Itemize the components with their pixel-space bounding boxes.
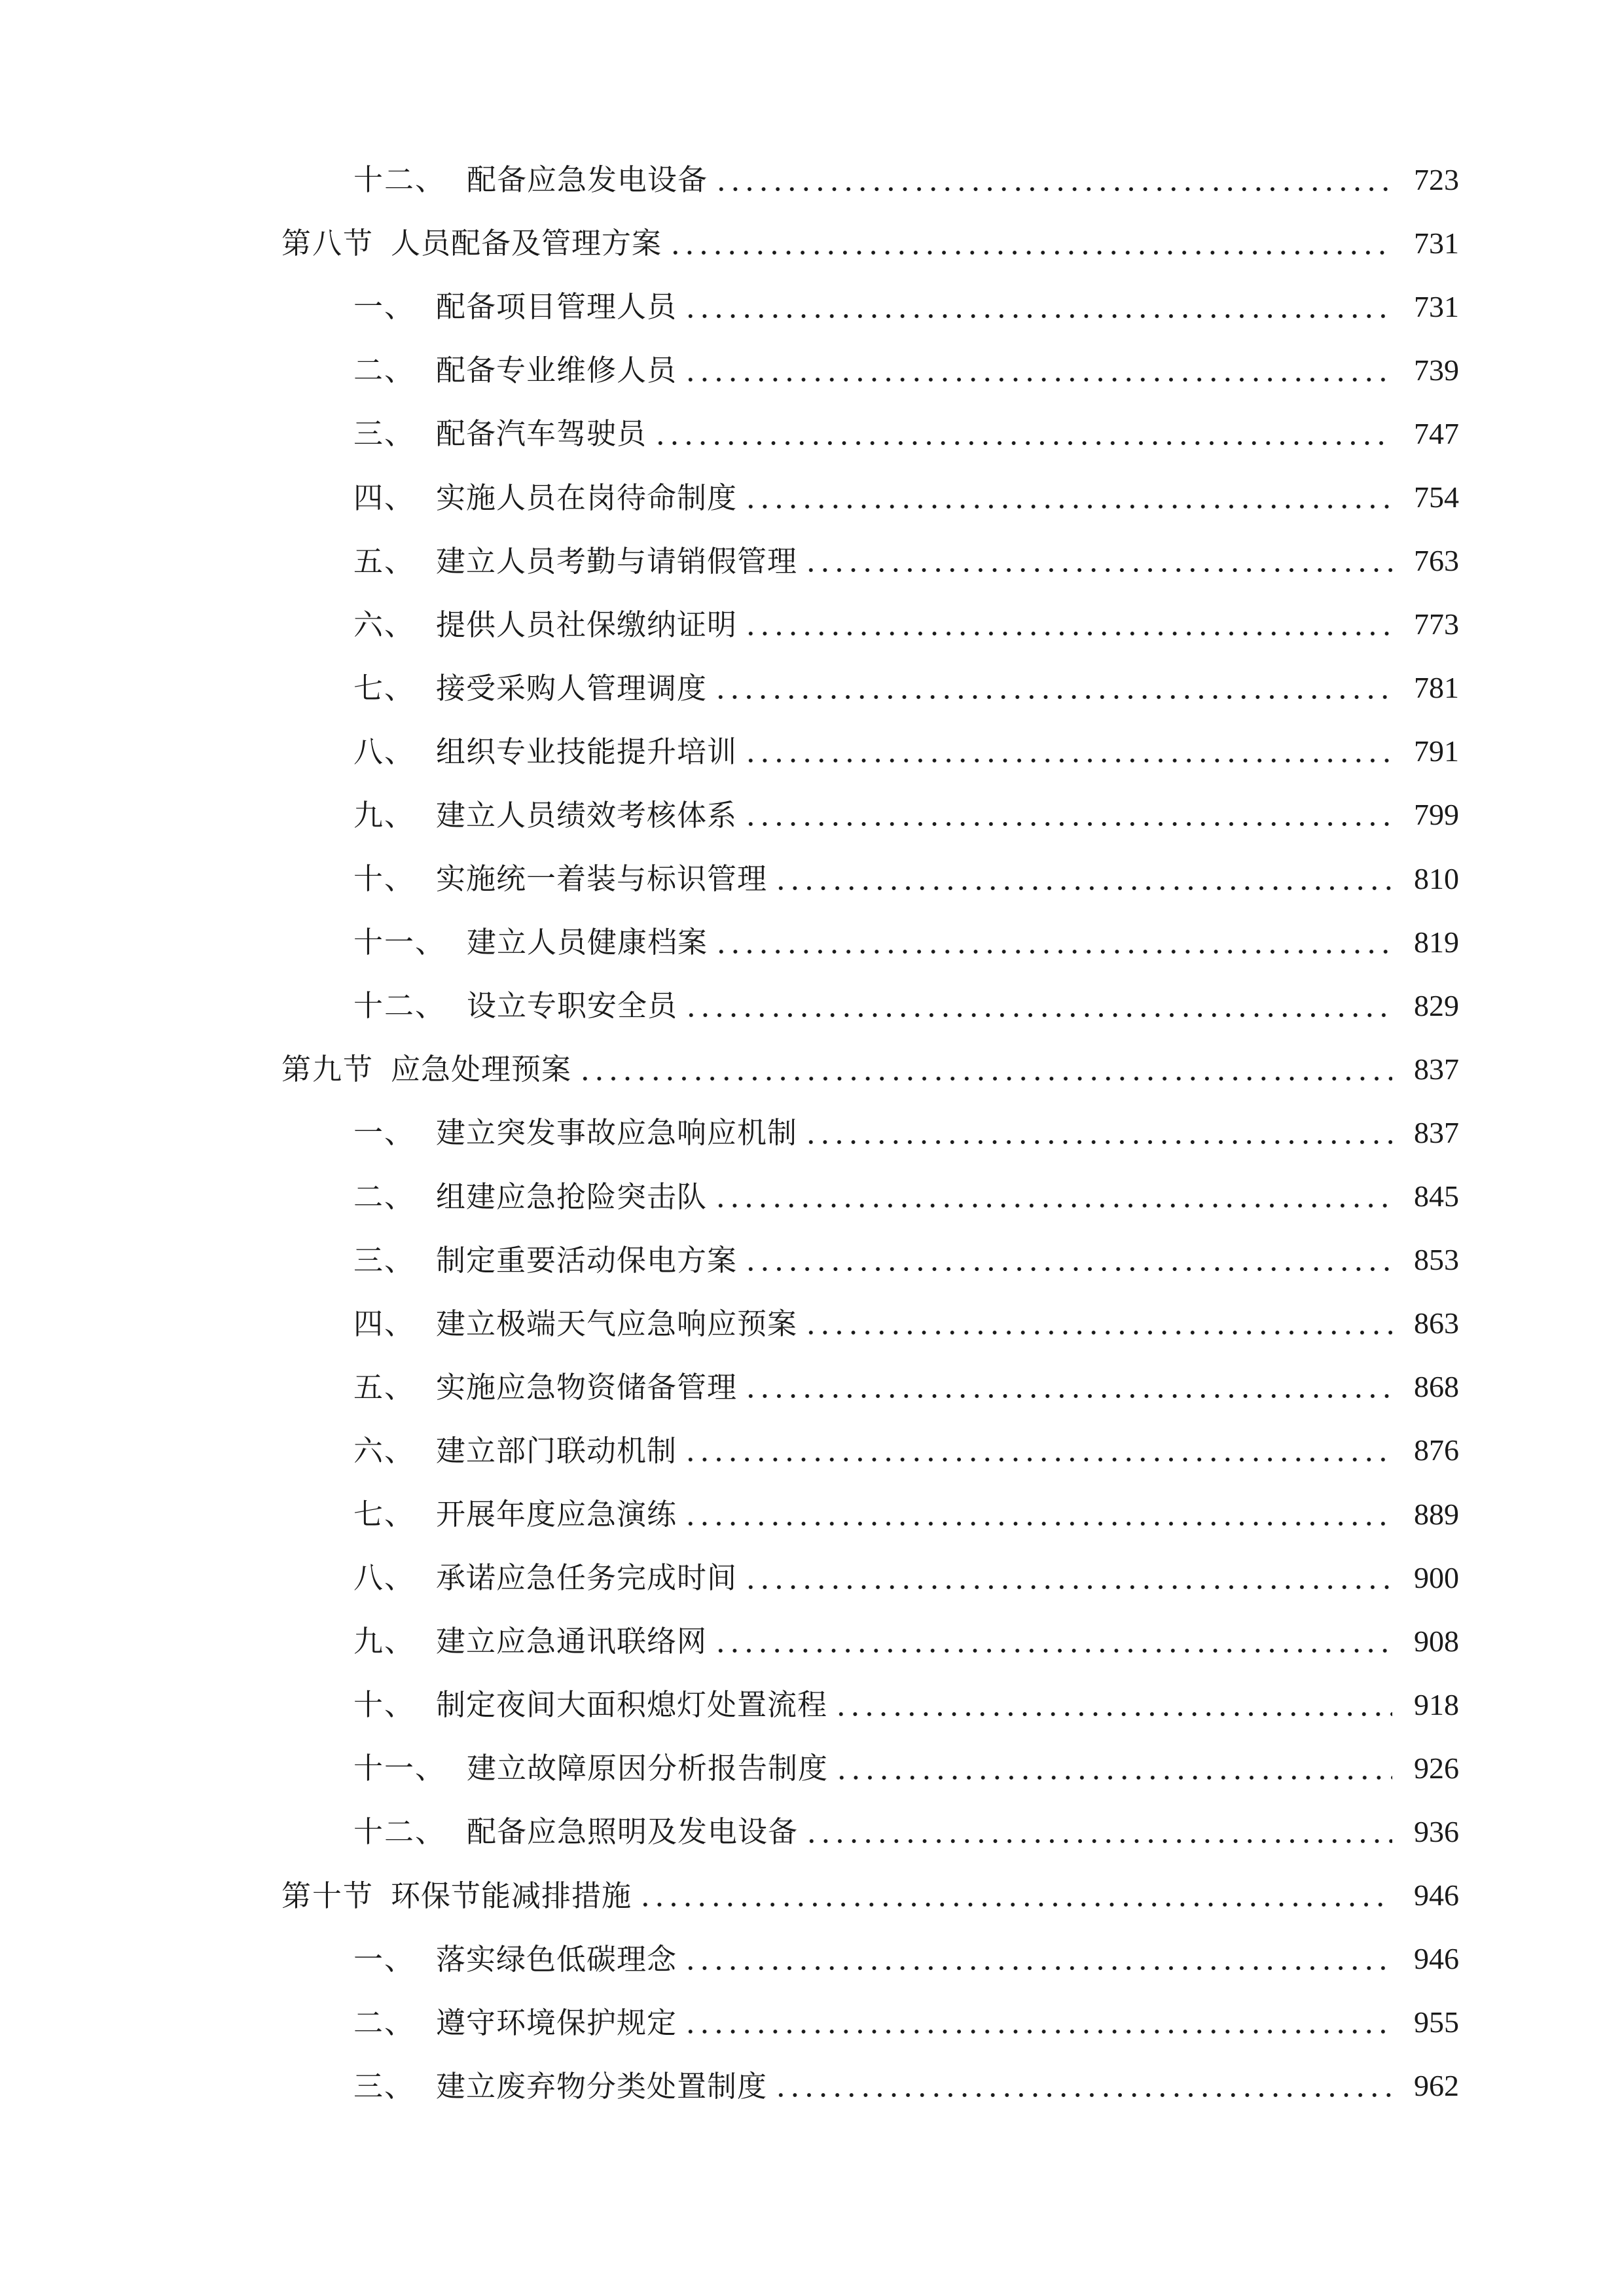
toc-entry[interactable] xyxy=(0,656,1624,720)
toc-entry-page: 819 xyxy=(1414,925,1459,959)
toc-entry[interactable] xyxy=(0,720,1624,783)
toc-entry-number: 十二、 xyxy=(353,988,446,1024)
toc-entry-title: 建立人员健康档案 xyxy=(467,925,708,960)
toc-entry-title: 遵守环境保护规定 xyxy=(436,2005,677,2040)
toc-entry-title: 组织专业技能提升培训 xyxy=(436,734,738,769)
toc-entry-title: 配备项目管理人员 xyxy=(436,289,677,325)
dot-leader xyxy=(668,249,1392,256)
toc-entry-title: 设立专职安全员 xyxy=(467,988,678,1024)
toc-entry[interactable] xyxy=(0,1546,1624,1609)
table-of-contents xyxy=(0,148,1624,2118)
toc-entry-number: 七、 xyxy=(353,670,416,706)
toc-entry-title: 建立废弃物分类处置制度 xyxy=(436,2068,768,2104)
toc-entry-title: 建立故障原因分析报告制度 xyxy=(467,1751,829,1786)
toc-entry-number: 四、 xyxy=(353,1306,416,1341)
toc-entry-number: 一、 xyxy=(353,1115,416,1151)
toc-entry-number: 五、 xyxy=(353,1369,416,1405)
toc-entry[interactable] xyxy=(0,148,1624,211)
toc-entry-number: 三、 xyxy=(353,416,416,452)
toc-entry[interactable] xyxy=(0,465,1624,529)
toc-entry-page: 908 xyxy=(1414,1624,1459,1658)
dot-leader xyxy=(744,1584,1392,1590)
toc-entry-number: 三、 xyxy=(353,2068,416,2104)
toc-entry-page: 723 xyxy=(1414,162,1459,196)
toc-entry-title: 提供人员社保缴纳证明 xyxy=(436,607,738,642)
toc-entry-title: 实施人员在岗待命制度 xyxy=(436,480,738,515)
toc-entry-page: 731 xyxy=(1414,289,1459,323)
toc-entry-page: 955 xyxy=(1414,2005,1459,2039)
toc-entry[interactable] xyxy=(0,402,1624,465)
dot-leader xyxy=(804,1139,1392,1145)
toc-entry-title: 建立极端天气应急响应预案 xyxy=(436,1306,798,1341)
toc-entry-title: 建立部门联动机制 xyxy=(436,1433,677,1468)
toc-entry-number: 六、 xyxy=(353,607,416,642)
toc-entry-title: 实施应急物资储备管理 xyxy=(436,1369,738,1405)
dot-leader xyxy=(774,885,1392,891)
toc-entry-number: 一、 xyxy=(353,1941,416,1977)
toc-entry-number: 十、 xyxy=(353,1687,416,1723)
dot-leader xyxy=(713,1202,1392,1209)
toc-entry[interactable] xyxy=(0,1292,1624,1355)
toc-entry[interactable] xyxy=(0,783,1624,847)
toc-entry-page: 845 xyxy=(1414,1179,1459,1213)
dot-leader xyxy=(683,313,1392,319)
toc-entry-number: 十一、 xyxy=(353,925,446,960)
dot-leader xyxy=(804,1329,1392,1336)
toc-entry[interactable] xyxy=(0,910,1624,974)
toc-entry-title: 组建应急抢险突击队 xyxy=(436,1179,708,1214)
dot-leader xyxy=(744,1266,1392,1272)
toc-entry[interactable] xyxy=(0,1355,1624,1419)
toc-entry-page: 829 xyxy=(1414,988,1459,1022)
toc-entry-number: 九、 xyxy=(353,1624,416,1659)
toc-entry-title: 制定重要活动保电方案 xyxy=(436,1242,738,1278)
toc-entry[interactable] xyxy=(0,2054,1624,2118)
toc-entry-title: 环保节能减排措施 xyxy=(391,1878,632,1913)
toc-entry-page: 946 xyxy=(1414,1942,1459,1976)
toc-entry[interactable] xyxy=(0,1864,1624,1928)
toc-entry-title: 落实绿色低碳理念 xyxy=(436,1941,677,1977)
toc-entry-page: 889 xyxy=(1414,1497,1459,1531)
toc-entry-title: 制定夜间大面积熄灯处置流程 xyxy=(436,1687,828,1723)
toc-entry-number: 十一、 xyxy=(353,1751,446,1786)
toc-entry-title: 配备专业维修人员 xyxy=(436,353,677,388)
toc-entry-title: 人员配备及管理方案 xyxy=(391,226,662,261)
dot-leader xyxy=(774,2092,1392,2098)
dot-leader xyxy=(653,440,1392,446)
toc-entry-number: 二、 xyxy=(353,1179,416,1214)
toc-entry[interactable] xyxy=(0,1800,1624,1863)
toc-entry-page: 754 xyxy=(1414,480,1459,514)
toc-entry-page: 946 xyxy=(1414,1878,1459,1912)
dot-leader xyxy=(683,2028,1392,2035)
toc-entry-number: 八、 xyxy=(353,734,416,769)
dot-leader xyxy=(744,821,1392,827)
toc-entry[interactable] xyxy=(0,1991,1624,2054)
dot-leader xyxy=(744,757,1392,764)
toc-entry[interactable] xyxy=(0,974,1624,1037)
toc-entry-number: 第十节 xyxy=(281,1878,374,1913)
toc-entry[interactable] xyxy=(0,847,1624,910)
dot-leader xyxy=(744,1393,1392,1399)
dot-leader xyxy=(683,376,1392,383)
toc-entry-number: 七、 xyxy=(353,1497,416,1532)
toc-entry-title: 建立应急通讯联络网 xyxy=(436,1624,708,1659)
toc-entry-title: 配备汽车驾驶员 xyxy=(436,416,647,452)
toc-entry-page: 731 xyxy=(1414,226,1459,260)
toc-entry-page: 837 xyxy=(1414,1115,1459,1149)
dot-leader xyxy=(713,1647,1392,1654)
toc-entry-number: 九、 xyxy=(353,797,416,833)
toc-entry-number: 十二、 xyxy=(353,1814,446,1850)
dot-leader xyxy=(714,948,1392,955)
toc-entry[interactable] xyxy=(0,211,1624,275)
dot-leader xyxy=(638,1901,1392,1908)
toc-entry[interactable] xyxy=(0,338,1624,402)
dot-leader xyxy=(744,503,1392,510)
toc-entry[interactable] xyxy=(0,1165,1624,1229)
toc-entry-title: 建立人员考勤与请销假管理 xyxy=(436,543,798,579)
toc-entry-title: 承诺应急任务完成时间 xyxy=(436,1560,738,1596)
toc-entry-number: 八、 xyxy=(353,1560,416,1596)
toc-entry-page: 926 xyxy=(1414,1751,1459,1785)
toc-entry-page: 876 xyxy=(1414,1433,1459,1467)
dot-leader xyxy=(834,1711,1392,1717)
toc-entry-number: 二、 xyxy=(353,2005,416,2040)
dot-leader xyxy=(804,1838,1392,1844)
toc-entry-page: 918 xyxy=(1414,1687,1459,1721)
toc-entry[interactable] xyxy=(0,1736,1624,1800)
toc-entry-page: 863 xyxy=(1414,1306,1459,1340)
toc-entry-number: 十二、 xyxy=(353,162,446,198)
toc-entry-page: 799 xyxy=(1414,798,1459,832)
toc-entry-page: 763 xyxy=(1414,544,1459,578)
toc-entry[interactable] xyxy=(0,529,1624,593)
toc-entry-title: 实施统一着装与标识管理 xyxy=(436,861,768,897)
toc-entry-number: 六、 xyxy=(353,1433,416,1468)
toc-entry-title: 建立突发事故应急响应机制 xyxy=(436,1115,798,1151)
toc-entry-page: 739 xyxy=(1414,353,1459,387)
toc-entry[interactable] xyxy=(0,1482,1624,1546)
toc-entry-number: 五、 xyxy=(353,543,416,579)
toc-entry-title: 配备应急发电设备 xyxy=(467,162,708,198)
toc-entry-title: 建立人员绩效考核体系 xyxy=(436,797,738,833)
dot-leader xyxy=(835,1774,1392,1781)
dot-leader xyxy=(713,694,1392,700)
toc-entry-page: 962 xyxy=(1414,2069,1459,2103)
toc-entry-page: 837 xyxy=(1414,1052,1459,1086)
toc-entry-page: 781 xyxy=(1414,671,1459,705)
toc-entry-page: 900 xyxy=(1414,1560,1459,1594)
toc-entry[interactable] xyxy=(0,1609,1624,1673)
toc-entry-number: 十、 xyxy=(353,861,416,897)
dot-leader xyxy=(683,1520,1392,1527)
toc-entry-title: 接受采购人管理调度 xyxy=(436,670,708,706)
toc-entry-number: 第九节 xyxy=(281,1052,374,1087)
dot-leader xyxy=(684,1012,1392,1018)
dot-leader xyxy=(714,186,1392,192)
toc-entry-page: 773 xyxy=(1414,607,1459,641)
toc-entry-title: 开展年度应急演练 xyxy=(436,1497,677,1532)
toc-entry-number: 二、 xyxy=(353,353,416,388)
toc-entry[interactable] xyxy=(0,1419,1624,1482)
dot-leader xyxy=(578,1075,1392,1082)
dot-leader xyxy=(683,1456,1392,1463)
toc-entry-number: 一、 xyxy=(353,289,416,325)
dot-leader xyxy=(683,1965,1392,1971)
toc-entry-page: 810 xyxy=(1414,861,1459,895)
toc-entry[interactable] xyxy=(0,1229,1624,1292)
toc-entry[interactable] xyxy=(0,1037,1624,1101)
toc-entry-page: 868 xyxy=(1414,1370,1459,1404)
toc-entry-page: 853 xyxy=(1414,1243,1459,1277)
toc-entry[interactable] xyxy=(0,275,1624,338)
toc-entry-page: 747 xyxy=(1414,416,1459,450)
toc-entry[interactable] xyxy=(0,1673,1624,1736)
toc-entry-title: 应急处理预案 xyxy=(391,1052,572,1087)
toc-entry-title: 配备应急照明及发电设备 xyxy=(467,1814,799,1850)
toc-entry[interactable] xyxy=(0,593,1624,656)
toc-entry-number: 第八节 xyxy=(281,226,374,261)
toc-entry-page: 791 xyxy=(1414,734,1459,768)
toc-entry[interactable] xyxy=(0,1101,1624,1164)
toc-entry[interactable] xyxy=(0,1928,1624,1991)
toc-entry-number: 四、 xyxy=(353,480,416,515)
toc-entry-number: 三、 xyxy=(353,1242,416,1278)
dot-leader xyxy=(744,630,1392,637)
toc-entry-page: 936 xyxy=(1414,1814,1459,1848)
dot-leader xyxy=(804,567,1392,573)
